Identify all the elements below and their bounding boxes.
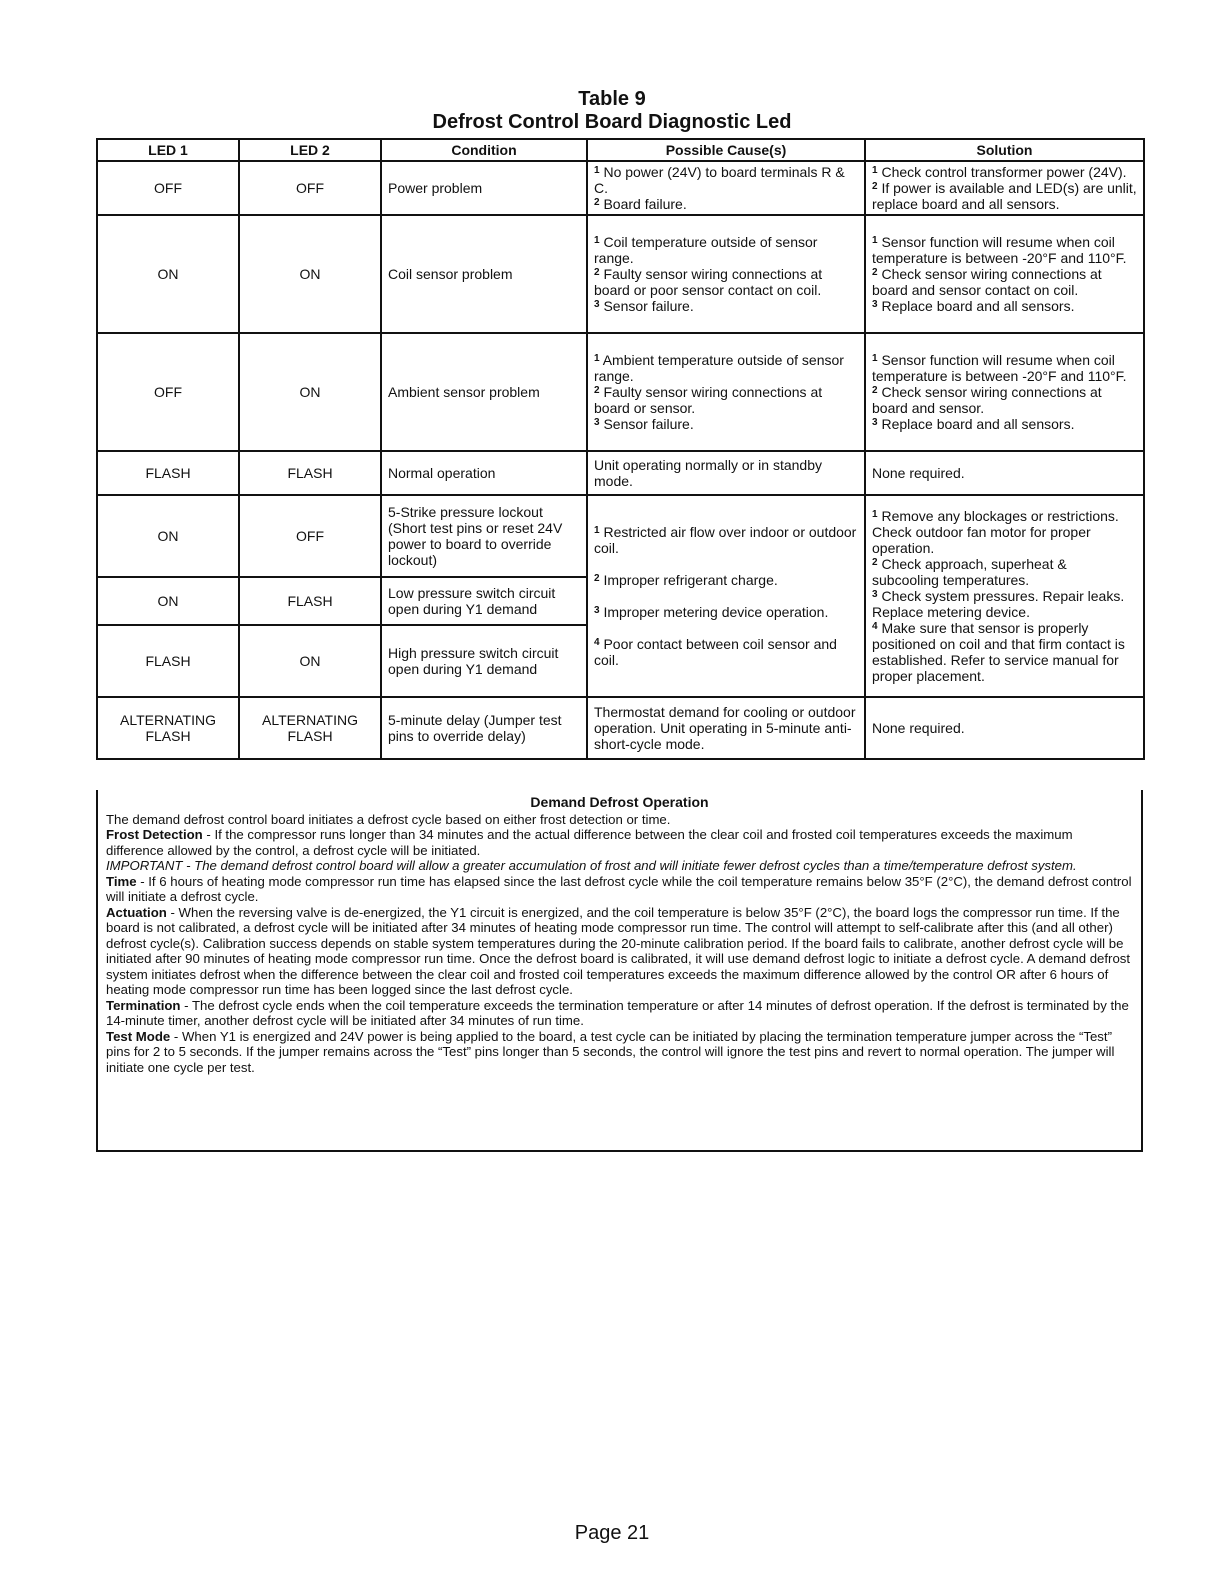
- solutions-cell: [865, 495, 1144, 697]
- cause-item: $^3$ Sensor failure.: [594, 416, 694, 432]
- header-condition: Condition: [381, 139, 587, 161]
- table-row: [97, 215, 1144, 333]
- led2-cell: FLASH: [239, 451, 381, 495]
- demand-defrost-section: [96, 790, 1143, 1152]
- condition-cell: Power problem: [381, 161, 587, 215]
- condition-cell: Ambient sensor problem: [381, 333, 587, 451]
- led2-cell: OFF: [239, 495, 381, 577]
- condition-cell: 5-Strike pressure lockout (Short test pins or reset 24V power to board to override lockout): [381, 495, 587, 577]
- solution-item: $^2$ If power is available and LED(s) are unlit, replace board and all sensors.: [872, 180, 1137, 212]
- led2-cell: ALTERNATING FLASH: [239, 697, 381, 759]
- frost-detection-paragraph: Frost Detection - If the compressor runs longer than 34 minutes and the actual difference between the clear coil and frosted coil temperatures exceeds the maximum difference allowed by the control, a defrost cycle will be initiated.: [106, 827, 1073, 858]
- important-note: IMPORTANT - The demand defrost control board will allow a greater accumulation of frost and will initiate fewer defrost cycles than a time/temperature defrost system.: [106, 858, 1077, 873]
- solution-item: $^2$ Check sensor wiring connections at board and sensor.: [872, 384, 1102, 416]
- cause-item: $^2$ Faulty sensor wiring connections at board or sensor.: [594, 384, 823, 416]
- solution-item: $^1$ Sensor function will resume when coil temperature is between -20°F and 110°F.: [872, 352, 1127, 384]
- causes-cell: Unit operating normally or in standby mode.: [587, 451, 865, 495]
- solution-item: $^2$ Check sensor wiring connections at board and sensor contact on coil.: [872, 266, 1102, 298]
- demand-intro: The demand defrost control board initiates a defrost cycle based on either frost detection or time.: [106, 811, 671, 827]
- header-led2: LED 2: [239, 139, 381, 161]
- causes-cell: [587, 495, 865, 697]
- condition-cell: 5-minute delay (Jumper test pins to override delay): [381, 697, 587, 759]
- led1-cell: OFF: [97, 333, 239, 451]
- led1-cell: OFF: [97, 161, 239, 215]
- table-row: [97, 697, 1144, 759]
- led1-cell: FLASH: [97, 451, 239, 495]
- condition-cell: Coil sensor problem: [381, 215, 587, 333]
- cause-item: $^1$ Restricted air flow over indoor or outdoor coil.: [594, 524, 857, 556]
- cause-item: $^1$ Ambient temperature outside of sensor range.: [594, 352, 844, 384]
- solution-item: $^1$ Remove any blockages or restrictions. Check outdoor fan motor for proper operation.: [872, 508, 1119, 556]
- table-title: Defrost Control Board Diagnostic Led: [432, 111, 792, 133]
- diagnostic-table: [96, 138, 1145, 760]
- header-solution: Solution: [865, 139, 1144, 161]
- solution-item: $^3$ Replace board and all sensors.: [872, 298, 1075, 314]
- led1-cell: FLASH: [97, 625, 239, 697]
- led2-cell: FLASH: [239, 577, 381, 625]
- solution-item: $^2$ Check approach, superheat & subcooling temperatures.: [872, 556, 1067, 588]
- header-possible-causes: Possible Cause(s): [587, 139, 865, 161]
- led2-cell: ON: [239, 625, 381, 697]
- solution-item: $^1$ Check control transformer power (24V).: [872, 164, 1127, 180]
- cause-item: $^2$ Faulty sensor wiring connections at board or poor sensor contact on coil.: [594, 266, 823, 298]
- solutions-cell: [865, 215, 1144, 333]
- solutions-cell: [865, 161, 1144, 215]
- causes-cell: [587, 161, 865, 215]
- table-row: [97, 451, 1144, 495]
- table-row: [97, 495, 1144, 577]
- condition-cell: Normal operation: [381, 451, 587, 495]
- test-mode-paragraph: Test Mode - When Y1 is energized and 24V power is being applied to the board, a test cycle can be initiated by placing the termination temperature jumper across the “Test” pins for 2 to 5 seconds. If the jumper remains across the “Test” pins longer than 5 seconds, the control will ignore the test pins and revert to normal operation. The jumper will initiate one cycle per test.: [106, 1028, 1115, 1075]
- cause-item: $^3$ Sensor failure.: [594, 298, 694, 314]
- page-number: Page 21: [574, 1522, 650, 1544]
- led1-cell: ON: [97, 495, 239, 577]
- causes-cell: [587, 333, 865, 451]
- cause-item: $^1$ Coil temperature outside of sensor range.: [594, 234, 818, 266]
- condition-cell: High pressure switch circuit open during Y1 demand: [381, 625, 587, 697]
- termination-paragraph: Termination - The defrost cycle ends when the coil temperature exceeds the termination temperature or after 14 minutes of defrost operation. If the defrost is terminated by the 14-minute timer, another defrost cycle will be initiated after 34 minutes of run time.: [106, 997, 1129, 1028]
- led2-cell: ON: [239, 215, 381, 333]
- header-led1: LED 1: [97, 139, 239, 161]
- solutions-cell: None required.: [865, 697, 1144, 759]
- cause-item: $^1$ No power (24V) to board terminals R & C.: [594, 164, 845, 196]
- solutions-cell: None required.: [865, 451, 1144, 495]
- led2-cell: ON: [239, 333, 381, 451]
- causes-cell: [587, 215, 865, 333]
- cause-item: $^2$ Improper refrigerant charge.: [594, 572, 778, 588]
- table-header-row: [97, 139, 1144, 161]
- causes-cell: Thermostat demand for cooling or outdoor operation. Unit operating in 5-minute anti-short-cycle mode.: [587, 697, 865, 759]
- solution-item: $^3$ Replace board and all sensors.: [872, 416, 1075, 432]
- led1-cell: ALTERNATING FLASH: [97, 697, 239, 759]
- table-title-block: [0, 88, 1224, 134]
- led1-cell: ON: [97, 577, 239, 625]
- table-row: [97, 161, 1144, 215]
- solution-item: $^4$ Make sure that sensor is properly positioned on coil and that firm contact is established. Refer to service manual for proper placement.: [872, 620, 1125, 684]
- table-number: Table 9: [578, 88, 646, 110]
- cause-item: $^2$ Board failure.: [594, 196, 687, 212]
- led2-cell: OFF: [239, 161, 381, 215]
- cause-item: $^3$ Improper metering device operation.: [594, 604, 829, 620]
- cause-item: $^4$ Poor contact between coil sensor and coil.: [594, 636, 837, 668]
- led1-cell: ON: [97, 215, 239, 333]
- table-row: [97, 333, 1144, 451]
- condition-cell: Low pressure switch circuit open during Y1 demand: [381, 577, 587, 625]
- demand-defrost-title: Demand Defrost Operation: [530, 794, 709, 810]
- solutions-cell: [865, 333, 1144, 451]
- solution-item: $^1$ Sensor function will resume when coil temperature is between -20°F and 110°F.: [872, 234, 1127, 266]
- actuation-paragraph: Actuation - When the reversing valve is de-energized, the Y1 circuit is energized, and the coil temperature is below 35°F (2°C), the board logs the compressor run time. If the board is not calibrated, a defrost cycle will be initiated after 34 minutes of heating mode compressor run time. The control will attempt to self-calibrate after this (and all other) defrost cycle(s). Calibration success depends on stable system temperatures during the 20-minute calibration period. If the board fails to calibrate, another defrost cycle will be initiated after 90 minutes of heating mode compressor run time. Once the defrost board is calibrated, it will use demand defrost logic to initiate a defrost cycle. A demand defrost system initiates defrost when the difference between the clear coil and frosted coil temperatures exceeds the maximum difference allowed by the control OR after 6 hours of heating mode compressor run time has been logged since the last defrost cycle.: [106, 904, 1131, 997]
- solution-item: $^3$ Check system pressures. Repair leaks. Replace metering device.: [872, 588, 1125, 620]
- time-paragraph: Time - If 6 hours of heating mode compressor run time has elapsed since the last defrost cycle while the coil temperature remains below 35°F (2°C), the demand defrost control will initiate a defrost cycle.: [106, 873, 1132, 904]
